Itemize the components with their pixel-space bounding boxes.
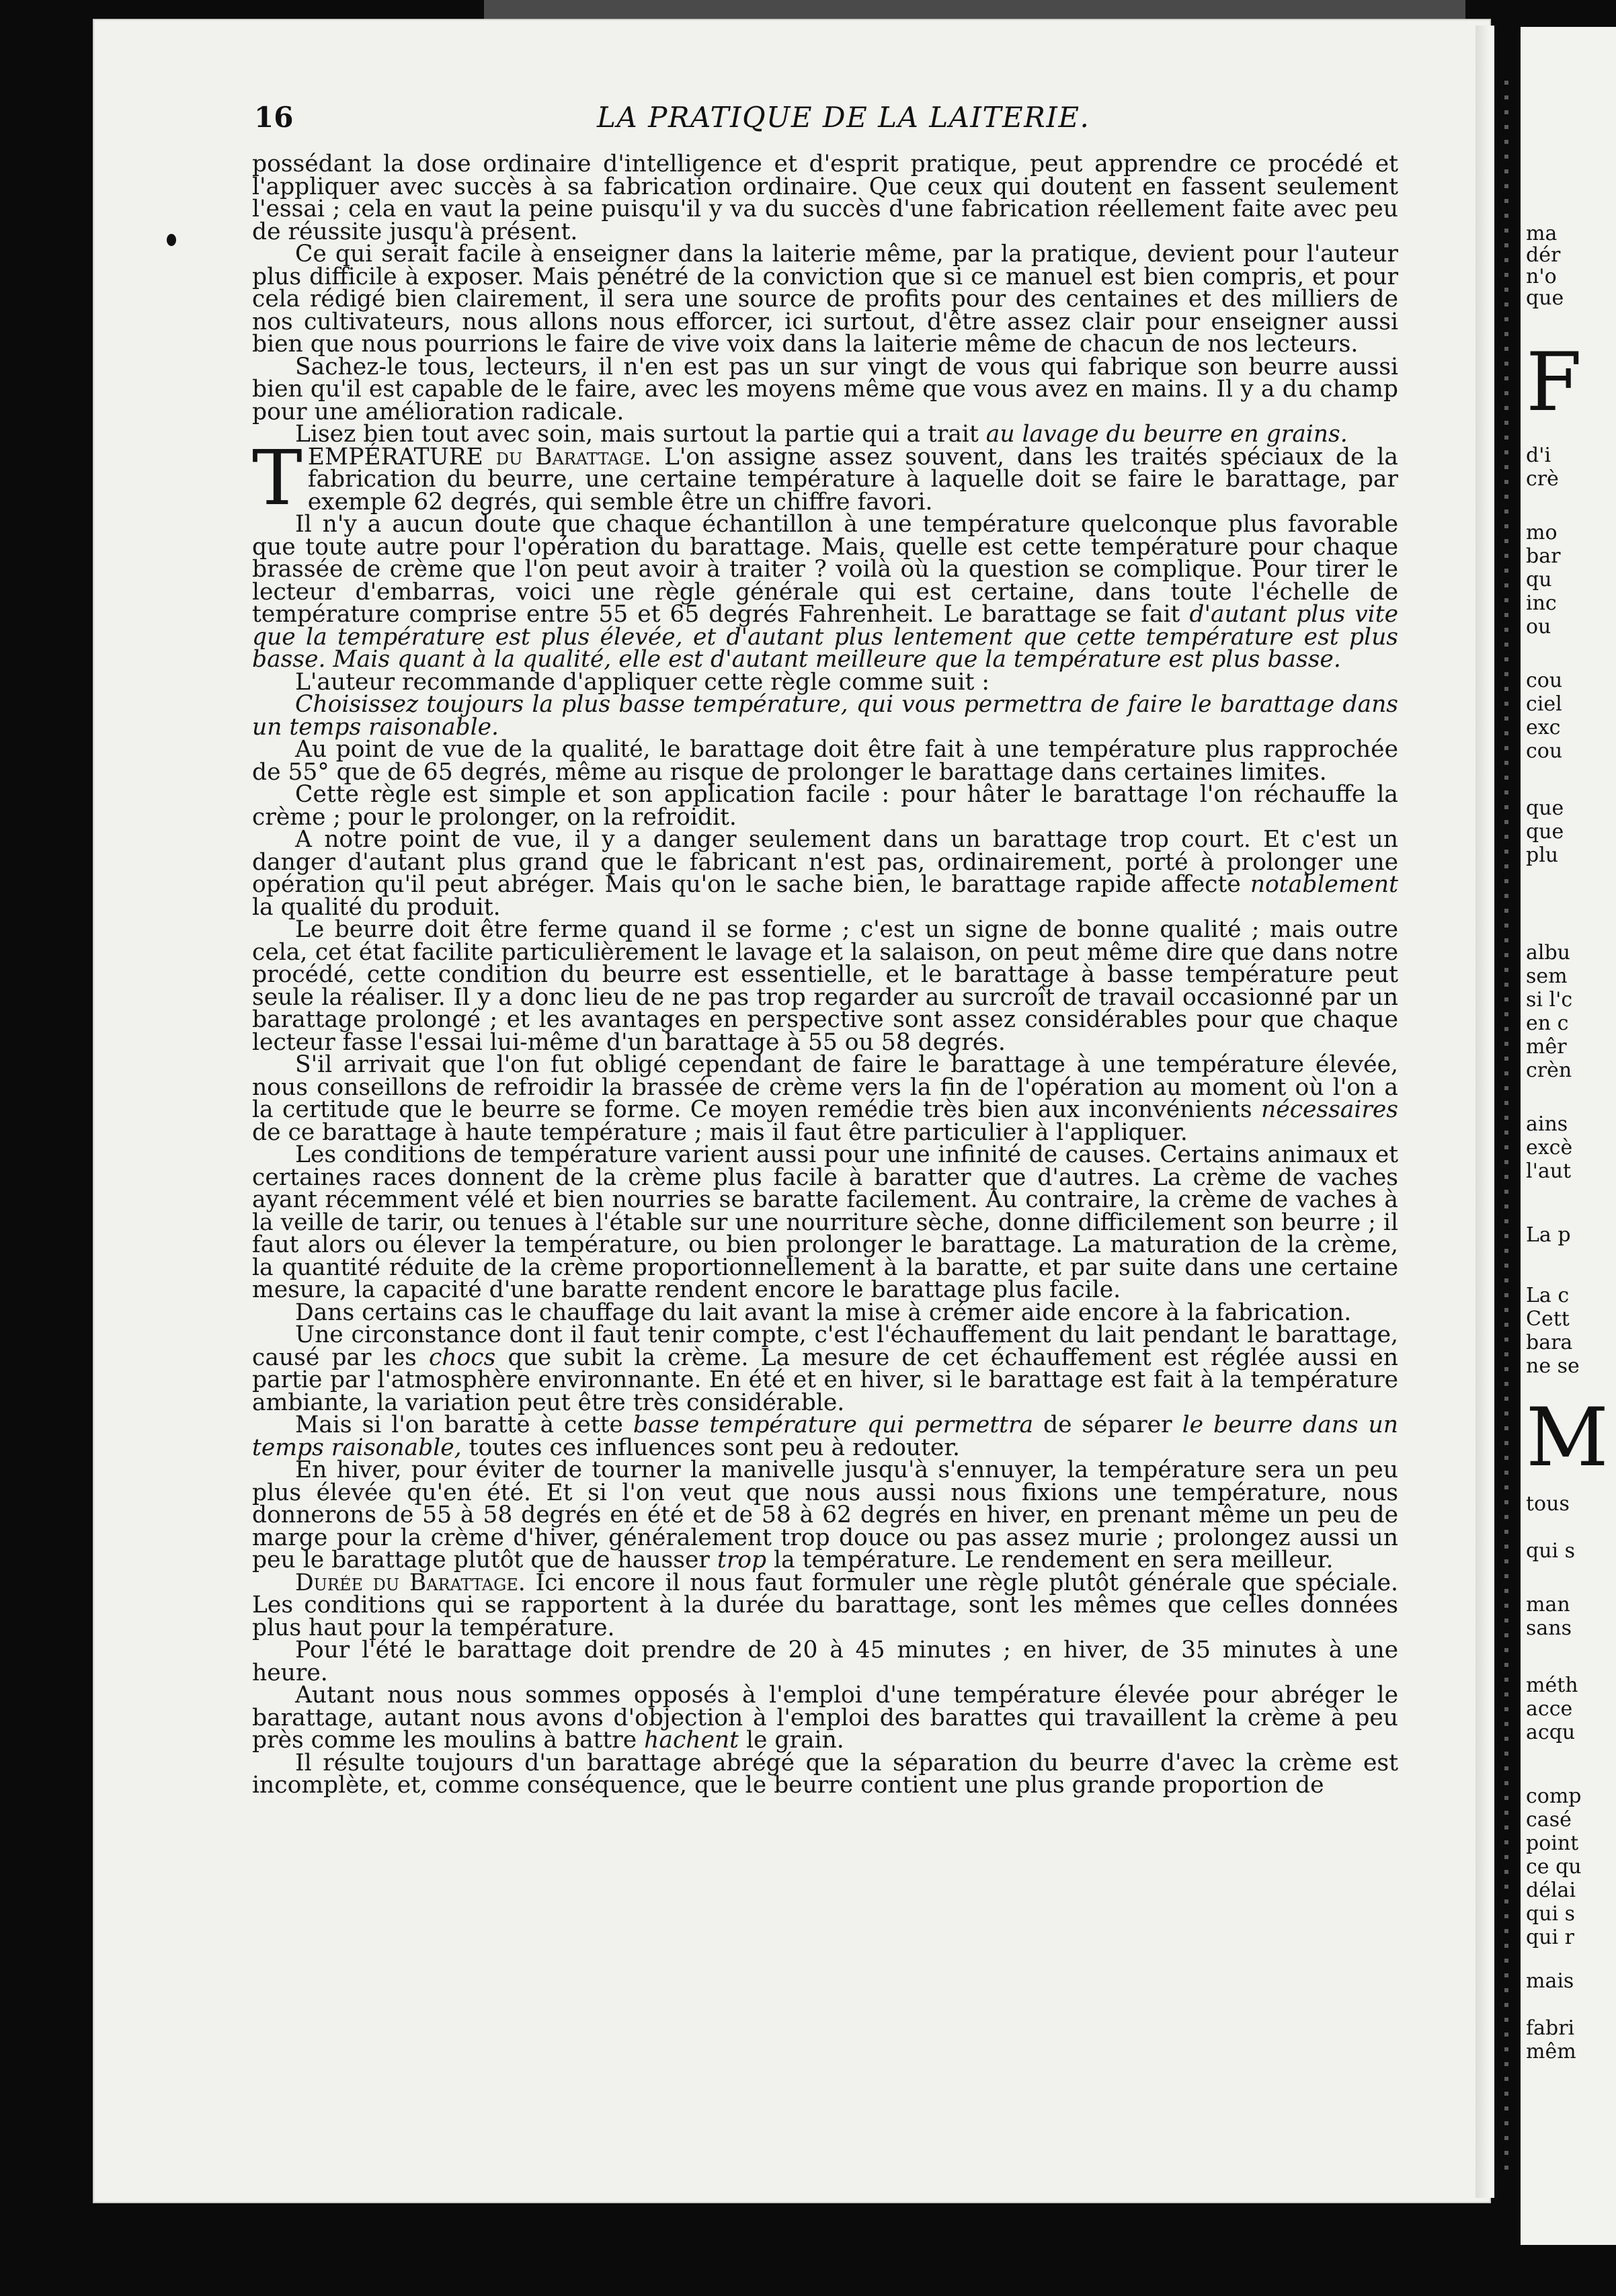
paragraph: Il résulte toujours d'un barattage abrégé que la séparation du beurre d'avec la crème est incomplète, et, comme conséquence, que le beurre contient une plus grande proportion de bbox=[252, 1749, 1398, 1799]
facing-page-dropcap: M bbox=[1526, 1391, 1609, 1485]
text-run: L'on assigne assez souvent, dans les traités spéciaux de la fabrication du beurre, une certaine température à laquelle doit se faire le barattage, par exemple 62 degrés, qui semble être un chiffre favori. bbox=[307, 443, 1398, 516]
page-header bbox=[222, 101, 1398, 141]
facing-page-text: ne se bbox=[1526, 1354, 1580, 1378]
text-run: Il n'y a aucun doute que chaque échantillon à une température quelconque plus favorable que toute autre pour l'opération du barattage. Mais, quelle est cette température pour chaque brassée de crème que l'on peut avoir à traiter ? voilà où la question se complique. Pour tirer le lecteur d'embarras, voici une règle générale qui est certaine, dans toute l'échelle de température comprise entre 55 et 65 degrés Fahrenheit. Le barattage se fait bbox=[252, 511, 1398, 628]
facing-page-text: casé bbox=[1526, 1808, 1572, 1832]
italic-run: d'autant plus vite que la température est plus élevée, et d'autant plus lentement que cette température est plus basse. Mais quant à la qualité, elle est d'autant meilleure que la température est plus basse. bbox=[252, 601, 1398, 673]
italic-run: basse température qui permettra bbox=[633, 1411, 1034, 1438]
section-duration bbox=[252, 1569, 1399, 1641]
paragraph bbox=[252, 1411, 1398, 1461]
paragraph bbox=[252, 511, 1398, 673]
facing-page-text: si l'c bbox=[1526, 988, 1573, 1012]
text-run: de ce barattage à haute température ; mais il faut être particulier à l'appliquer. bbox=[252, 1118, 1188, 1146]
paragraph bbox=[252, 1459, 1398, 1572]
paragraph: Sachez-le tous, lecteurs, il n'en est pas un sur vingt de vous qui fabrique son beurre aussi bien qu'il est capable de le faire, avec les moyens même que vous avez en mains. Il y a du champ pour une amélioration radicale. bbox=[252, 353, 1398, 425]
paragraph: possédant la dose ordinaire d'intelligence et d'esprit pratique, peut apprendre ce procédé et l'appliquer avec succès à sa fabrication ordinaire. Que ceux qui doutent en fassent seulement l'essai ; cela en vaut la peine puisqu'il y va du succès d'une fabrication réellement faite avec peu de réussite jusqu'à présent. bbox=[252, 151, 1398, 245]
facing-page-text: point bbox=[1526, 1832, 1579, 1855]
text-run: la qualité du produit. bbox=[252, 893, 501, 921]
facing-page-text: La c bbox=[1526, 1284, 1570, 1307]
drop-cap: T bbox=[252, 434, 302, 522]
text-run: toutes ces influences sont peu à redouter. bbox=[461, 1434, 961, 1461]
italic-run: chocs bbox=[428, 1344, 496, 1371]
paragraph bbox=[252, 826, 1398, 921]
text-run: A notre point de vue, il y a danger seulement dans un barattage trop court. Et c'est un danger d'autant plus grand que le fabricant n'est pas, ordinairement, porté à prolonger une opération qu'il peut abréger. Mais qu'on le sache bien, le barattage rapide affecte bbox=[252, 826, 1398, 898]
facing-page-text: La p bbox=[1526, 1223, 1571, 1247]
paragraph bbox=[252, 1684, 1398, 1752]
facing-page-text: qu bbox=[1526, 568, 1552, 591]
facing-page-text: fabri bbox=[1526, 2016, 1575, 2040]
italic-run: au lavage du beurre en grains. bbox=[985, 421, 1348, 448]
scanner-top-strip bbox=[484, 0, 1465, 20]
facing-page-text: acce bbox=[1526, 1697, 1573, 1721]
text-run: la température. Le rendement en sera meilleur. bbox=[766, 1547, 1334, 1573]
facing-page-text: cou bbox=[1526, 739, 1563, 763]
facing-page-dropcap: F bbox=[1526, 336, 1582, 429]
facing-page-text: man bbox=[1526, 1593, 1570, 1616]
running-title: LA PRATIQUE DE LA LAITERIE. bbox=[597, 101, 1090, 134]
text-run: de séparer bbox=[1033, 1411, 1182, 1438]
text-run: S'il arrivait que l'on fut obligé cependant de faire le barattage à une température élevée, nous conseillons de refroidir la brassée de crème vers la fin de l'opération au moment où l'on a la certitude que le beurre se forme. Ce moyen remédie très bien aux inconvénients bbox=[252, 1051, 1398, 1123]
paragraph: Les conditions de température varient aussi pour une infinité de causes. Certains animaux et certaines races donnent de la crème plus facile à baratter que d'autres. La crème de vaches ayant récemment vélé et bien nourries se baratte facilement. Au contraire, la crème de vaches à la veille de tarir, ou tenues à l'étable sur une nourriture sèche, donne difficilement son beurre ; il faut alors ou élever la température, ou bien prolonger le barattage. La maturation de la crème, la quantité réduite de la crème proportionnellement à la baratte, et par suite dans une certaine mesure, la capacité d'une baratte rendent encore le barattage plus facile. bbox=[252, 1141, 1398, 1303]
text-run: Mais si l'on baratte à cette bbox=[295, 1411, 633, 1438]
text-run: Ici encore il nous faut formuler une règle plutôt générale que spéciale. Les conditions qui se rapportent à la durée du barattage, sont les mêmes que celles données plus haut pour la température. bbox=[252, 1569, 1399, 1641]
facing-page-text: délai bbox=[1526, 1879, 1576, 1902]
facing-page-text: qui s bbox=[1526, 1902, 1576, 1926]
facing-page-text: méth bbox=[1526, 1674, 1578, 1697]
italic-run: trop bbox=[717, 1547, 767, 1573]
italic-rule: Choisissez toujours la plus basse température, qui vous permettra de faire le barattage dans un temps raisonable. bbox=[252, 691, 1398, 741]
facing-page-text: que bbox=[1526, 286, 1564, 310]
facing-page-text: bar bbox=[1526, 544, 1561, 568]
page-fold-shadow bbox=[1476, 26, 1494, 2198]
facing-page-text: que bbox=[1526, 820, 1564, 844]
facing-page-text: crèn bbox=[1526, 1059, 1572, 1082]
facing-page-text: qui r bbox=[1526, 1926, 1574, 1949]
binding-edge bbox=[1504, 81, 1508, 2178]
facing-page-text: crè bbox=[1526, 467, 1559, 491]
facing-page-text: qui s bbox=[1526, 1539, 1576, 1563]
paragraph: Cette règle est simple et son application facile : pour hâter le barattage l'on réchauffe la crème ; pour le prolonger, on la refroidit. bbox=[252, 781, 1398, 831]
paragraph: Le beurre doit être ferme quand il se forme ; c'est un signe de bonne qualité ; mais outre cela, cet état facilite particulièrement le lavage et la salaison, on peut même dire que dans notre procédé, cette condition du beurre est essentielle, et le barattage à basse température peut seule la réaliser. Il y a donc lieu de ne pas trop regarder au surcroît de travail occasionné par un barattage prolongé ; et les avantages en perspective sont assez considérables pour que chaque lecteur fasse l'essai lui-même d'un barattage à 55 ou 58 degrés. bbox=[252, 916, 1398, 1056]
paragraph bbox=[252, 691, 1398, 741]
italic-run: hachent bbox=[644, 1727, 739, 1754]
facing-page-text: exc bbox=[1526, 716, 1561, 739]
text-run: Autant nous nous sommes opposés à l'emploi d'une température élevée pour abréger le barattage, autant nous avons d'objection à l'emploi des barattes qui travaillent la crème à peu près comme les moulins à battre bbox=[252, 1682, 1398, 1754]
facing-page-text: ce qu bbox=[1526, 1855, 1582, 1879]
margin-ink-mark bbox=[167, 234, 176, 246]
section-heading-rest: du Barattage. bbox=[483, 443, 652, 470]
facing-page-text: inc bbox=[1526, 591, 1557, 615]
italic-run: le beurre dans un temps raisonable, bbox=[252, 1411, 1398, 1461]
paragraph: Dans certains cas le chauffage du lait avant la mise à crémer aide encore à la fabrication. bbox=[295, 1299, 1352, 1326]
facing-page-text: excè bbox=[1526, 1136, 1573, 1159]
facing-page-text: ciel bbox=[1526, 692, 1562, 716]
facing-page-text: cou bbox=[1526, 669, 1563, 692]
facing-page-text: sans bbox=[1526, 1616, 1572, 1640]
facing-page-text: d'i bbox=[1526, 444, 1551, 467]
body-text bbox=[252, 153, 1398, 1797]
facing-page-text: dér bbox=[1526, 243, 1561, 267]
facing-page-text: Cett bbox=[1526, 1307, 1570, 1331]
text-run: En hiver, pour éviter de tourner la manivelle jusqu'à s'ennuyer, la température sera un peu plus élevée qu'en été. Et si l'on veut que nous aussi nous fixions une température, nous donnerons de 55 à 58 degrés en été et de 58 à 62 degrés en hiver, en prenant même un peu de marge pour la crème d'hiver, généralement trop douce ou pas assez murie ; prolongez aussi un peu le barattage plutôt que de hausser bbox=[252, 1457, 1398, 1573]
facing-page-fragment bbox=[1521, 27, 1616, 2245]
text-run: le grain. bbox=[739, 1727, 844, 1754]
text-run: Lisez bien tout avec soin, mais surtout la partie qui a trait bbox=[295, 421, 986, 448]
text-run: que subit la crème. La mesure de cet échauffement est réglée aussi en partie par l'atmosphère environnante. En été et en hiver, si le barattage est fait à la température ambiante, la variation peut être très considérable. bbox=[252, 1344, 1398, 1416]
facing-page-text: mêr bbox=[1526, 1035, 1567, 1059]
facing-page-text: tous bbox=[1526, 1492, 1570, 1516]
facing-page-text: comp bbox=[1526, 1785, 1582, 1808]
facing-page-text: sem bbox=[1526, 965, 1568, 988]
paragraph: Au point de vue de la qualité, le barattage doit être fait à une température plus rapprochée de 55° que de 65 degrés, même au risque de prolonger le barattage dans certaines limites. bbox=[252, 736, 1398, 786]
facing-page-text: ains bbox=[1526, 1112, 1568, 1136]
facing-page-text: n'o bbox=[1526, 265, 1557, 288]
facing-page-text: que bbox=[1526, 796, 1564, 820]
paragraph bbox=[252, 1051, 1398, 1146]
paragraph bbox=[252, 1321, 1398, 1416]
page-number: 16 bbox=[254, 101, 294, 134]
facing-page-text: mais bbox=[1526, 1969, 1574, 1993]
paragraph: Pour l'été le barattage doit prendre de 20 à 45 minutes ; en hiver, de 35 minutes à une heure. bbox=[252, 1637, 1398, 1686]
facing-page-text: l'aut bbox=[1526, 1159, 1572, 1183]
facing-page-text: albu bbox=[1526, 941, 1571, 965]
paragraph: L'auteur recommande d'appliquer cette règle comme suit : bbox=[295, 668, 989, 696]
text-run: Une circonstance dont il faut tenir compte, c'est l'échauffement du lait pendant le barattage, causé par les bbox=[252, 1321, 1398, 1371]
italic-run: nécessaires bbox=[1260, 1096, 1398, 1123]
facing-page-text: ou bbox=[1526, 615, 1551, 639]
section-heading: EMPÉRATURE bbox=[307, 443, 483, 470]
facing-page-text: mêm bbox=[1526, 2040, 1576, 2063]
italic-run: notablement bbox=[1250, 871, 1398, 898]
facing-page-text: ma bbox=[1526, 222, 1558, 245]
facing-page-text: bara bbox=[1526, 1331, 1573, 1354]
facing-page-text: acqu bbox=[1526, 1721, 1576, 1744]
paragraph bbox=[252, 423, 1398, 446]
facing-page-text: plu bbox=[1526, 844, 1559, 867]
facing-page-text: mo bbox=[1526, 521, 1558, 544]
paragraph: Ce qui serait facile à enseigner dans la laiterie même, par la pratique, devient pour l'auteur plus difficile à exposer. Mais pénétré de la conviction que si ce manuel est bien compris, et pour cela rédigé bien clairement, il sera une source de profits pour des centaines et des milliers de nos cultivateurs, nous allons nous efforcer, ici surtout, d'être assez clair pour enseigner aussi bien que nous pourrions le faire de vive voix dans la laiterie même de chacun de nos lecteurs. bbox=[252, 241, 1398, 358]
facing-page-text: en c bbox=[1526, 1012, 1569, 1035]
section-heading: Durée du Barattage. bbox=[295, 1569, 526, 1596]
